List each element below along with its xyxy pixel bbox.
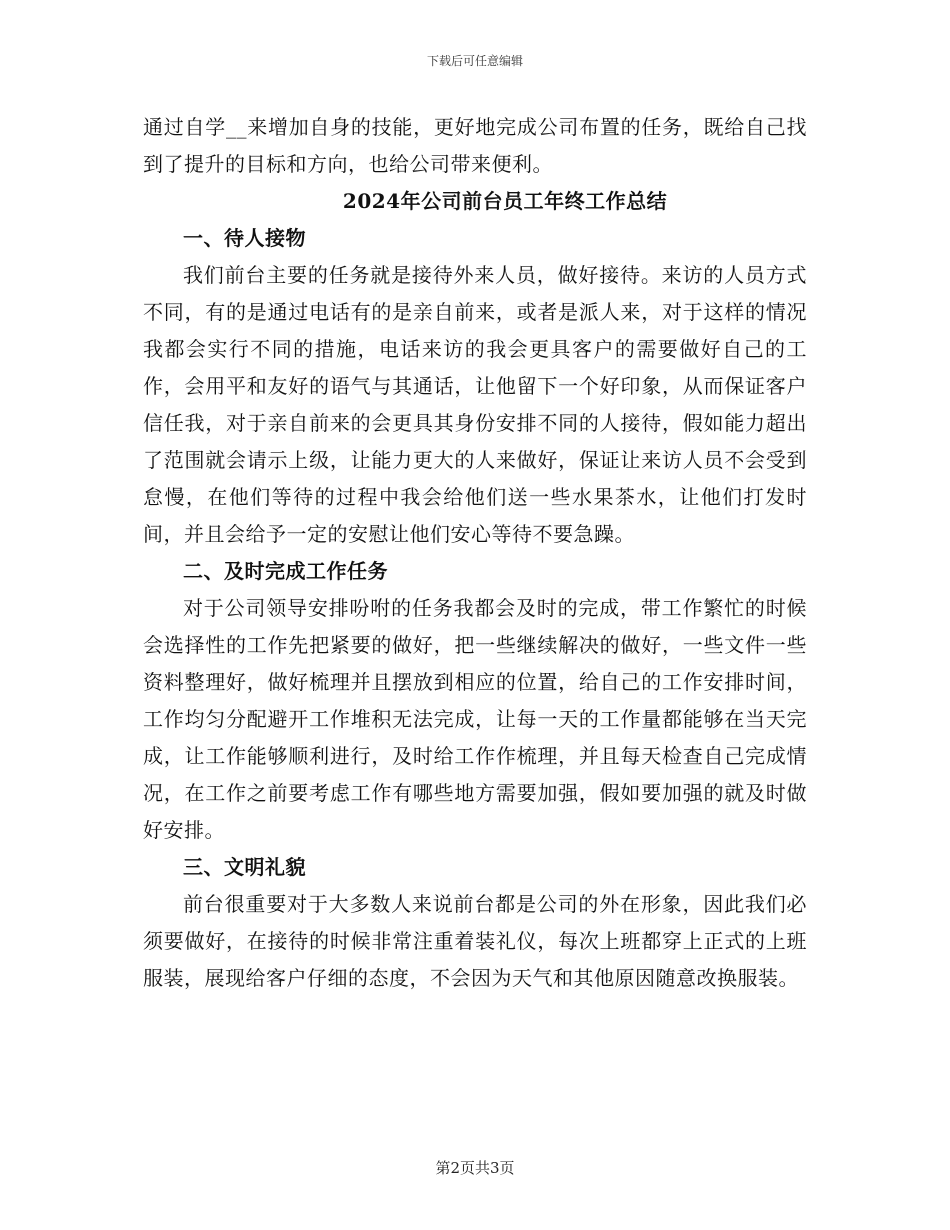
intro-paragraph: 通过自学__来增加自身的技能，更好地完成公司布置的任务，既给自己找到了提升的目标和方向，也给公司带来便利。	[143, 115, 807, 176]
section-body-courtesy: 前台很重要对于大多数人来说前台都是公司的外在形象，因此我们必须要做好，在接待的时候非常注重着装礼仪，每次上班都穿上正式的上班服装，展现给客户仔细的态度，不会因为天气和其他原因随意改换服装。	[143, 892, 807, 990]
document-body	[143, 109, 807, 997]
section-heading-courtesy: 三、文明礼貌	[183, 855, 306, 879]
document-title: 2024年公司前台员工年终工作总结	[342, 189, 668, 213]
section-heading-reception: 一、待人接物	[183, 226, 306, 250]
section-heading-tasks: 二、及时完成工作任务	[183, 559, 388, 583]
page-number: 第2页共3页	[435, 1159, 515, 1177]
page-header-note: 下载后可任意编辑	[426, 54, 523, 68]
section-body-reception: 我们前台主要的任务就是接待外来人员，做好接待。来访的人员方式不同，有的是通过电话有的是亲自前来，或者是派人来，对于这样的情况我都会实行不同的措施，电话来访的我会更具客户的需要做好自己的工作，会用平和友好的语气与其通话，让他留下一个好印象，从而保证客户信任我，对于亲自前来的会更具其身份安排不同的人接待，假如能力超出了范围就会请示上级，让能力更大的人来做好，保证让来访人员不会受到怠慢，在他们等待的过程中我会给他们送一些水果茶水，让他们打发时间，并且会给予一定的安慰让他们安心等待不要急躁。	[143, 263, 807, 546]
section-body-tasks: 对于公司领导安排吩咐的任务我都会及时的完成，带工作繁忙的时候会选择性的工作先把紧要的做好，把一些继续解决的做好，一些文件一些资料整理好，做好梳理并且摆放到相应的位置，给自己的工作安排时间，工作均匀分配避开工作堆积无法完成，让每一天的工作量都能够在当天完成，让工作能够顺利进行，及时给工作作梳理，并且每天检查自己完成情况，在工作之前要考虑工作有哪些地方需要加强，假如要加强的就及时做好安排。	[143, 596, 807, 842]
